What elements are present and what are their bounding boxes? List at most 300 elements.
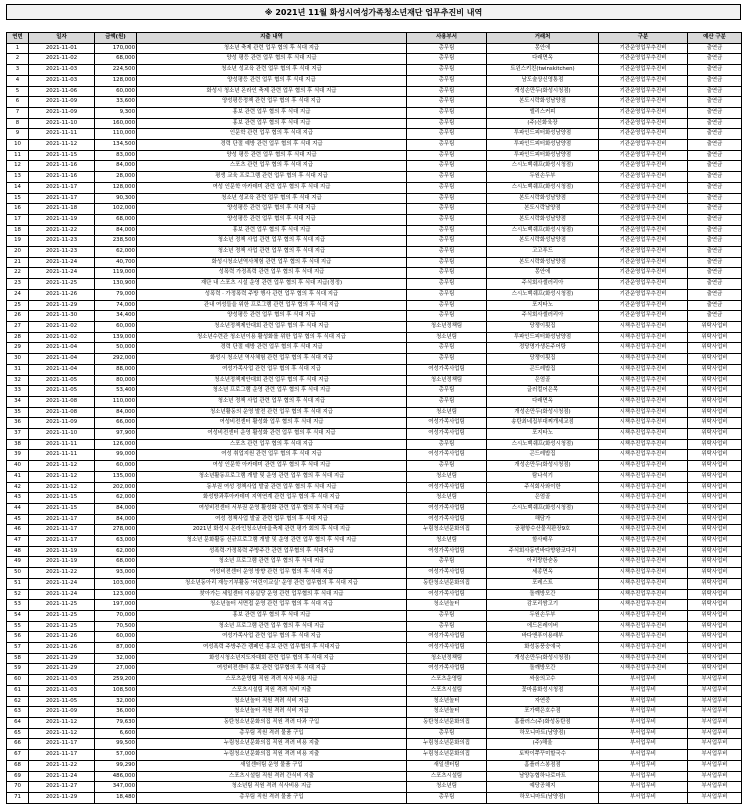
cell-category: 시책추진업무추진비 [599, 471, 688, 482]
cell-date: 2021-11-08 [29, 396, 95, 407]
cell-category: 시책추진업무추진비 [599, 600, 688, 611]
cell-date: 2021-11-03 [29, 675, 95, 686]
cell-amount: 83,000 [95, 150, 137, 161]
cell-department: 여성가족사업팀 [407, 589, 487, 600]
cell-budget: 위탁사업비 [688, 643, 742, 654]
cell-description: 총무팀 직원 격려 물품 구입 [137, 792, 407, 803]
cell-department: 총무팀 [407, 268, 487, 279]
table-row [7, 707, 742, 718]
cell-no: 68 [7, 760, 29, 771]
cell-description: 양성평등 관련 업무 협의 후 식대 지급 [137, 214, 407, 225]
cell-budget: 위탁사업비 [688, 375, 742, 386]
cell-no: 18 [7, 225, 29, 236]
cell-vendor: 곤드레밥집 [487, 450, 599, 461]
cell-department: 여성가족사업팀 [407, 429, 487, 440]
cell-budget: 출연금 [688, 214, 742, 225]
cell-budget: 위탁사업비 [688, 610, 742, 621]
cell-vendor: 투파인드피터화성남양점 [487, 140, 599, 151]
cell-vendor: 엘리스커피 [487, 107, 599, 118]
cell-no: 9 [7, 129, 29, 140]
cell-date: 2021-11-29 [29, 300, 95, 311]
cell-date: 2021-11-25 [29, 279, 95, 290]
cell-category: 부서업무비 [599, 771, 688, 782]
cell-department: 여성가족사업팀 [407, 418, 487, 429]
cell-date: 2021-11-02 [29, 332, 95, 343]
cell-department: 청소년정책팀 [407, 375, 487, 386]
cell-date: 2021-11-06 [29, 86, 95, 97]
cell-amount: 40,700 [95, 257, 137, 268]
cell-description: 성폭력 가정폭력 관련 업무 협의 후 식대 지급 [137, 268, 407, 279]
cell-budget: 출연금 [688, 247, 742, 258]
cell-description: 홍보 관련 업무 협의 후 식대 지급 [137, 225, 407, 236]
cell-category: 시책추진업무추진비 [599, 386, 688, 397]
cell-no: 3 [7, 65, 29, 76]
cell-amount: 160,000 [95, 118, 137, 129]
cell-description: 여성가족사업 관련 업무 협의 후 식대 지급 [137, 364, 407, 375]
cell-no: 56 [7, 632, 29, 643]
cell-no: 59 [7, 664, 29, 675]
cell-date: 2021-11-04 [29, 354, 95, 365]
cell-budget: 부서업무비 [688, 707, 742, 718]
cell-no: 38 [7, 439, 29, 450]
cell-budget: 부서업무비 [688, 696, 742, 707]
cell-budget: 위탁사업비 [688, 653, 742, 664]
cell-category: 시책추진업무추진비 [599, 610, 688, 621]
cell-date: 2021-11-24 [29, 771, 95, 782]
cell-no: 31 [7, 364, 29, 375]
table-row [7, 482, 742, 493]
cell-date: 2021-11-02 [29, 54, 95, 65]
cell-vendor: 홈플러스(주)화성동탄점 [487, 718, 599, 729]
cell-amount: 110,000 [95, 396, 137, 407]
cell-category: 시책추진업무추진비 [599, 375, 688, 386]
cell-description: 화성시청소년지도자대회 관련 업무 협의 후 식대 지급 [137, 653, 407, 664]
cell-no: 65 [7, 728, 29, 739]
cell-no: 36 [7, 418, 29, 429]
table-row [7, 118, 742, 129]
cell-vendor: 개성손만두(화성시청점) [487, 461, 599, 472]
cell-vendor: 에드몬레이버 [487, 621, 599, 632]
cell-description: 여성비전센터 활성화 업무 협의 후 식대 지급 [137, 418, 407, 429]
cell-date: 2021-11-17 [29, 182, 95, 193]
cell-category: 기관운영업무추진비 [599, 65, 688, 76]
cell-department: 총무팀 [407, 343, 487, 354]
cell-category: 시책추진업무추진비 [599, 418, 688, 429]
cell-vendor: 개성손만두(화성시청점) [487, 86, 599, 97]
cell-department: 총무팀 [407, 396, 487, 407]
cell-vendor: 당쟁이횟집 [487, 354, 599, 365]
cell-description: 청소년놀터 직원 격려 식비 지급 [137, 707, 407, 718]
cell-department: 총무팀 [407, 279, 487, 290]
cell-vendor: (주)신화육장 [487, 118, 599, 129]
cell-amount: 27,000 [95, 664, 137, 675]
cell-category: 시책추진업무추진비 [599, 589, 688, 600]
cell-department: 동탄청소년문화의집 [407, 578, 487, 589]
table-row [7, 771, 742, 782]
cell-no: 23 [7, 279, 29, 290]
cell-department: 여성가족사업팀 [407, 482, 487, 493]
cell-department: 총무팀 [407, 300, 487, 311]
col-header-category: 구분 [599, 33, 688, 44]
cell-date: 2021-11-29 [29, 664, 95, 675]
cell-department: 총무팀 [407, 193, 487, 204]
table-row [7, 429, 742, 440]
cell-date: 2021-11-24 [29, 257, 95, 268]
cell-department: 총무팀 [407, 354, 487, 365]
cell-amount: 9,300 [95, 107, 137, 118]
table-row [7, 739, 742, 750]
cell-vendor: 두원손두부 [487, 172, 599, 183]
cell-category: 부서업무비 [599, 760, 688, 771]
cell-category: 기관운영업무추진비 [599, 118, 688, 129]
cell-department: 청소년정책팀 [407, 653, 487, 664]
cell-vendor: 토박이쭈꾸미할국수 [487, 750, 599, 761]
cell-budget: 위탁사업비 [688, 450, 742, 461]
cell-amount: 202,000 [95, 482, 137, 493]
cell-description: 청소년 프로그램 운영 관련 업무 협의 후 식대 지급 [137, 386, 407, 397]
cell-amount: 50,000 [95, 343, 137, 354]
cell-budget: 출연금 [688, 140, 742, 151]
cell-category: 부서업무비 [599, 728, 688, 739]
cell-budget: 출연금 [688, 268, 742, 279]
table-row [7, 289, 742, 300]
table-row [7, 321, 742, 332]
table-row [7, 643, 742, 654]
table-row [7, 300, 742, 311]
cell-amount: 135,000 [95, 471, 137, 482]
table-row [7, 354, 742, 365]
table-row [7, 311, 742, 322]
cell-date: 2021-11-27 [29, 782, 95, 793]
table-row [7, 97, 742, 108]
cell-amount: 62,000 [95, 546, 137, 557]
cell-amount: 128,000 [95, 182, 137, 193]
cell-category: 시책추진업무추진비 [599, 364, 688, 375]
cell-category: 기관운영업무추진비 [599, 257, 688, 268]
expense-table [6, 32, 742, 804]
col-header-budget: 예산 구분 [688, 33, 742, 44]
cell-amount: 36,000 [95, 707, 137, 718]
cell-description: 청소년 성교육 관련 업무 협의 후 식대 지급 [137, 193, 407, 204]
cell-date: 2021-11-15 [29, 493, 95, 504]
cell-department: 총무팀 [407, 461, 487, 472]
table-row [7, 75, 742, 86]
cell-description: 여성비전센터 홍보 관련 업무협의 후 식대 지급 [137, 664, 407, 675]
cell-category: 시책추진업무추진비 [599, 525, 688, 536]
cell-budget: 출연금 [688, 172, 742, 183]
cell-date: 2021-11-09 [29, 418, 95, 429]
cell-date: 2021-11-24 [29, 268, 95, 279]
cell-vendor: 글러컬어은목 [487, 386, 599, 397]
cell-category: 부서업무비 [599, 675, 688, 686]
cell-description: 관내 여성들을 위한 프로그램 관련 업무 협의 후 식대 지급 [137, 300, 407, 311]
cell-category: 시책추진업무추진비 [599, 343, 688, 354]
cell-date: 2021-11-05 [29, 375, 95, 386]
cell-description: 양성평등 관련 업무 협의 후 식대 지급 [137, 311, 407, 322]
cell-amount: 119,000 [95, 268, 137, 279]
cell-date: 2021-11-29 [29, 653, 95, 664]
cell-amount: 60,000 [95, 461, 137, 472]
cell-category: 시책추진업무추진비 [599, 354, 688, 365]
cell-date: 2021-11-24 [29, 589, 95, 600]
cell-vendor: 꽃마름화성시청점 [487, 685, 599, 696]
cell-vendor: 다래면옥 [487, 396, 599, 407]
table-row [7, 343, 742, 354]
cell-vendor: 은엄골 [487, 375, 599, 386]
table-row [7, 257, 742, 268]
cell-no: 50 [7, 568, 29, 579]
cell-date: 2021-11-11 [29, 439, 95, 450]
cell-description: 화성시청소년역사체험 관련 업무 협의 후 식대 지급 [137, 257, 407, 268]
cell-budget: 출연금 [688, 86, 742, 97]
cell-budget: 출연금 [688, 193, 742, 204]
cell-budget: 출연금 [688, 65, 742, 76]
cell-department: 총무팀 [407, 129, 487, 140]
cell-date: 2021-11-18 [29, 204, 95, 215]
cell-date: 2021-11-08 [29, 407, 95, 418]
table-row [7, 129, 742, 140]
cell-no: 5 [7, 86, 29, 97]
cell-vendor: 주식회사동빈바다향왕코다리 [487, 546, 599, 557]
cell-description: 화성시 청소년 역사체험 관련 업무 협의 후 식대 지급 [137, 354, 407, 365]
cell-vendor: 당쟁이횟집 [487, 321, 599, 332]
cell-category: 기관운영업무추진비 [599, 172, 688, 183]
table-row [7, 204, 742, 215]
table-row [7, 493, 742, 504]
table-row [7, 760, 742, 771]
cell-category: 시책추진업무추진비 [599, 536, 688, 547]
cell-category: 시책추진업무추진비 [599, 557, 688, 568]
table-row [7, 578, 742, 589]
cell-amount: 60,000 [95, 321, 137, 332]
cell-description: 여성 취업지원 관련 업무 협의 후 식대 지급 [137, 450, 407, 461]
cell-vendor: 홈플러스봉점점 [487, 760, 599, 771]
cell-budget: 위탁사업비 [688, 503, 742, 514]
cell-amount: 84,000 [95, 407, 137, 418]
cell-amount: 224,500 [95, 65, 137, 76]
table-row [7, 140, 742, 151]
cell-department: 총무팀 [407, 289, 487, 300]
cell-date: 2021-11-30 [29, 311, 95, 322]
cell-no: 24 [7, 289, 29, 300]
cell-amount: 97,900 [95, 429, 137, 440]
cell-date: 2021-11-03 [29, 75, 95, 86]
cell-budget: 부서업무비 [688, 771, 742, 782]
cell-date: 2021-11-10 [29, 118, 95, 129]
cell-amount: 53,400 [95, 386, 137, 397]
cell-category: 부서업무비 [599, 792, 688, 803]
cell-budget: 출연금 [688, 236, 742, 247]
cell-date: 2021-11-17 [29, 739, 95, 750]
cell-vendor: 스시노백쉐프(화성시청점) [487, 161, 599, 172]
cell-category: 시책추진업무추진비 [599, 546, 688, 557]
table-row [7, 675, 742, 686]
cell-vendor: 개성손만두(화성시청점) [487, 653, 599, 664]
cell-vendor: 궁평항수산물직판장9호 [487, 525, 599, 536]
cell-department: 총무팀 [407, 150, 487, 161]
cell-budget: 위탁사업비 [688, 461, 742, 472]
cell-budget: 출연금 [688, 118, 742, 129]
cell-no: 71 [7, 792, 29, 803]
cell-amount: 74,000 [95, 300, 137, 311]
cell-description: 양성 평등 관련 업무 협의 후 식대 지급 [137, 54, 407, 65]
cell-category: 시책추진업무추진비 [599, 407, 688, 418]
cell-department: 총무팀 [407, 161, 487, 172]
cell-category: 시책추진업무추진비 [599, 578, 688, 589]
cell-budget: 출연금 [688, 225, 742, 236]
cell-department: 총무팀 [407, 225, 487, 236]
cell-department: 청소년놀터 [407, 600, 487, 611]
cell-department: 청소년정책팀 [407, 321, 487, 332]
cell-amount: 62,000 [95, 247, 137, 258]
cell-category: 시책추진업무추진비 [599, 514, 688, 525]
cell-amount: 130,900 [95, 279, 137, 290]
cell-date: 2021-11-12 [29, 728, 95, 739]
cell-budget: 위탁사업비 [688, 557, 742, 568]
cell-category: 기관운영업무추진비 [599, 75, 688, 86]
cell-amount: 99,290 [95, 760, 137, 771]
cell-budget: 위탁사업비 [688, 321, 742, 332]
cell-budget: 부서업무비 [688, 685, 742, 696]
cell-budget: 위탁사업비 [688, 632, 742, 643]
cell-amount: 93,000 [95, 568, 137, 579]
cell-department: 동탄청소년문화의집 [407, 718, 487, 729]
cell-budget: 위탁사업비 [688, 664, 742, 675]
col-header-vendor: 거래처 [487, 33, 599, 44]
cell-date: 2021-11-16 [29, 172, 95, 183]
cell-no: 28 [7, 332, 29, 343]
cell-budget: 출연금 [688, 279, 742, 290]
table-row [7, 439, 742, 450]
table-row [7, 450, 742, 461]
cell-date: 2021-11-09 [29, 107, 95, 118]
table-row [7, 65, 742, 76]
cell-description: 여성 인문학 아카데미 관련 업무 협의 후 식대 지급 [137, 182, 407, 193]
cell-no: 48 [7, 546, 29, 557]
cell-category: 기관운영업무추진비 [599, 311, 688, 322]
cell-no: 30 [7, 354, 29, 365]
cell-date: 2021-11-16 [29, 161, 95, 172]
cell-amount: 68,000 [95, 54, 137, 65]
cell-description: 청소년활동프로그램 개발 및 운영 관련 업무 협의 후 식대 지급 [137, 471, 407, 482]
cell-department: 총무팀 [407, 118, 487, 129]
cell-budget: 위탁사업비 [688, 343, 742, 354]
table-row [7, 471, 742, 482]
cell-budget: 위탁사업비 [688, 332, 742, 343]
cell-department: 청소년놀터 [407, 707, 487, 718]
table-row [7, 268, 742, 279]
table-row [7, 514, 742, 525]
cell-date: 2021-11-15 [29, 503, 95, 514]
table-row [7, 150, 742, 161]
cell-vendor: 스시노백쉐프(화성시청점) [487, 439, 599, 450]
cell-date: 2021-11-29 [29, 792, 95, 803]
cell-date: 2021-11-04 [29, 343, 95, 354]
cell-category: 기관운영업무추진비 [599, 86, 688, 97]
cell-department: 총무팀 [407, 792, 487, 803]
cell-category: 기관운영업무추진비 [599, 247, 688, 258]
cell-department: 여성가족사업팀 [407, 364, 487, 375]
cell-description: 청소년놀터 직원 격려 식비 지급 [137, 696, 407, 707]
cell-no: 8 [7, 118, 29, 129]
cell-vendor: 세종면옥 [487, 568, 599, 579]
cell-amount: 33,600 [95, 97, 137, 108]
cell-vendor: 본도시락화성남양점 [487, 193, 599, 204]
table-row [7, 792, 742, 803]
cell-no: 58 [7, 653, 29, 664]
cell-no: 49 [7, 557, 29, 568]
cell-description: 여성 정책사업 발굴 관련 업무 협의 후 식대 지급 [137, 514, 407, 525]
cell-description: 청소년 프로그램 관련 업무 협의 후 식대 지급 [137, 621, 407, 632]
cell-category: 시책추진업무추진비 [599, 568, 688, 579]
cell-description: 청소년놀터 서면접 운영 관련 업무 협의 후 식대 지급 [137, 600, 407, 611]
cell-description: 경력 단절 예방 관련 업무 협의 후 식대 지급 [137, 140, 407, 151]
cell-department: 총무팀 [407, 43, 487, 54]
cell-budget: 출연금 [688, 97, 742, 108]
cell-date: 2021-11-19 [29, 214, 95, 225]
cell-vendor: 스시노백쉐프(화성시청점) [487, 182, 599, 193]
table-row [7, 279, 742, 290]
table-row [7, 54, 742, 65]
cell-amount: 28,000 [95, 172, 137, 183]
cell-category: 기관운영업무추진비 [599, 225, 688, 236]
cell-vendor: 하모니마트(남양점) [487, 728, 599, 739]
cell-budget: 출연금 [688, 107, 742, 118]
cell-budget: 위탁사업비 [688, 536, 742, 547]
cell-description: 여성가족사업 관련 업무 협의 후 식대 지급 [137, 632, 407, 643]
col-header-description: 지출 내역 [137, 33, 407, 44]
cell-budget: 부서업무비 [688, 728, 742, 739]
cell-date: 2021-11-09 [29, 97, 95, 108]
cell-budget: 부서업무비 [688, 718, 742, 729]
cell-budget: 출연금 [688, 257, 742, 268]
cell-category: 시책추진업무추진비 [599, 482, 688, 493]
cell-no: 10 [7, 140, 29, 151]
cell-category: 기관운영업무추진비 [599, 204, 688, 215]
table-row [7, 407, 742, 418]
cell-budget: 부서업무비 [688, 782, 742, 793]
cell-no: 1 [7, 43, 29, 54]
cell-vendor: 아리랑한숟동 [487, 557, 599, 568]
cell-budget: 위탁사업비 [688, 364, 742, 375]
cell-vendor: 주식회사셀러리아 [487, 311, 599, 322]
cell-amount: 134,500 [95, 140, 137, 151]
cell-department: 여성가족사업팀 [407, 664, 487, 675]
cell-department: 새일센터팀 [407, 760, 487, 771]
cell-amount: 128,000 [95, 75, 137, 86]
table-header-row [7, 33, 742, 44]
cell-amount: 84,000 [95, 514, 137, 525]
table-row [7, 43, 742, 54]
cell-budget: 출연금 [688, 300, 742, 311]
cell-category: 시책추진업무추진비 [599, 493, 688, 504]
page-title: ※ 2021년 11월 화성시여성가족청소년재단 업무추진비 내역 [6, 4, 741, 20]
cell-date: 2021-11-03 [29, 685, 95, 696]
cell-budget: 위탁사업비 [688, 471, 742, 482]
cell-category: 시책추진업무추진비 [599, 653, 688, 664]
cell-department: 총무팀 [407, 311, 487, 322]
cell-category: 시책추진업무추진비 [599, 332, 688, 343]
table-row [7, 653, 742, 664]
cell-department: 총무팀 [407, 214, 487, 225]
cell-vendor: (주)해울 [487, 739, 599, 750]
table-row [7, 685, 742, 696]
cell-vendor: 포지타노 [487, 429, 599, 440]
table-row [7, 214, 742, 225]
cell-amount: 110,000 [95, 129, 137, 140]
cell-budget: 위탁사업비 [688, 439, 742, 450]
cell-vendor: 싸움의고수 [487, 675, 599, 686]
